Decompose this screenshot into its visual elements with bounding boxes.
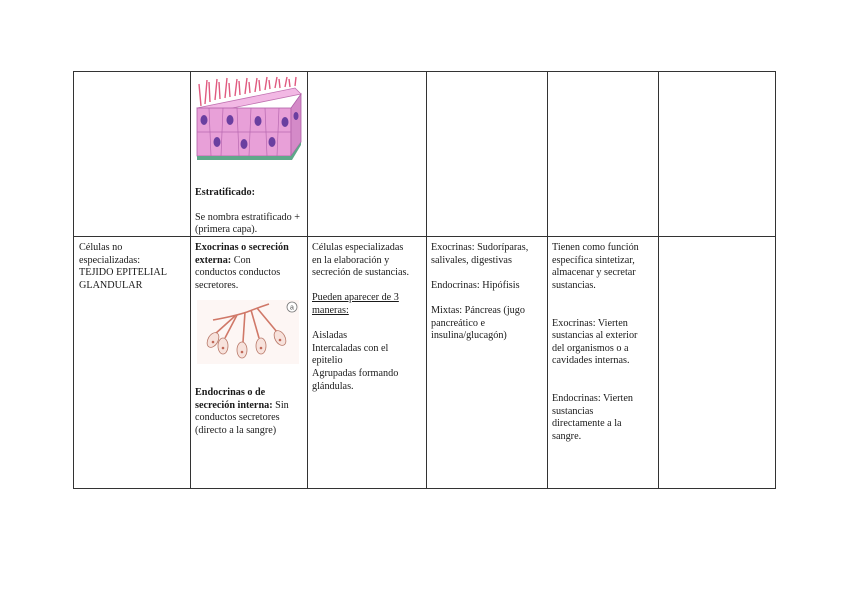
row-label-line: GLANDULAR [79,279,143,291]
function-cell [552,242,656,444]
row-label-line: Células no [79,242,123,253]
exocrine-text: conductos conductos [195,267,281,279]
column-divider [658,72,660,488]
column-divider [547,72,549,488]
endocrine-heading: Endocrinas o de [195,386,266,398]
description-line: en la elaboración y [312,254,390,266]
row-label-line: especializadas: [79,254,141,266]
way-item: epitelio [312,355,343,367]
stratified-title: Estratificado: [195,186,255,198]
row-divider [74,236,775,238]
ways-heading: maneras: [312,304,349,316]
gland-types-cell [195,242,303,437]
exocrine-heading: externa: Con [195,254,251,266]
exocrine-gland-illustration [195,298,303,368]
endocrine-text: (directo a la sangre) [195,424,277,436]
example-line: pancreático e [431,317,486,329]
function-line: cavidades internas. [552,355,630,367]
description-cell [312,242,424,393]
description-line: secreción de sustancias. [312,267,410,279]
endocrine-heading: secreción interna: Sin [195,399,289,411]
epithelial-table [73,71,776,489]
exocrine-heading: Exocrinas o secreción [195,242,289,253]
row-label-cell [79,242,187,292]
example-line: Exocrinas: Sudoríparas, [431,242,529,253]
column-divider [190,72,192,488]
way-item: Aisladas [312,330,348,342]
description-line: Células especializadas [312,242,404,253]
figure-label: a [290,304,294,312]
exocrine-text: secretores. [195,279,239,291]
function-line: sustancias al exterior [552,330,638,342]
example-line: Endocrinas: Hipófisis [431,279,520,291]
stratified-cell [195,76,303,237]
function-line: Exocrinas: Vierten [552,317,628,329]
column-divider [307,72,309,488]
stratified-description: Se nombra estratificado + (primera capa). [195,211,301,236]
endocrine-text: conductos secretores [195,412,280,424]
function-line: sangre. [552,430,582,442]
function-line: Tienen como función [552,242,639,253]
function-line: específica sintetizar, [552,254,635,266]
example-line: salivales, digestivas [431,254,512,266]
example-line: Mixtas: Páncreas (jugo [431,304,525,316]
ways-heading: Pueden aparecer de 3 [312,292,399,304]
way-item: Intercaladas con el [312,342,389,354]
function-line: directamente a la [552,418,622,430]
example-line: insulina/glucagón) [431,330,507,342]
stratified-epithelium-illustration [195,76,303,168]
way-item: Agrupadas formando [312,367,399,379]
function-line: sustancias [552,405,594,417]
function-line: sustancias. [552,279,596,291]
function-line: almacenar y secretar [552,267,636,279]
way-item: glándulas. [312,380,354,392]
column-divider [426,72,428,488]
row-label-line: TEJIDO EPITELIAL [79,267,167,279]
examples-cell [431,242,545,343]
function-line: Endocrinas: Vierten [552,393,633,405]
function-line: del organismos o a [552,342,629,354]
